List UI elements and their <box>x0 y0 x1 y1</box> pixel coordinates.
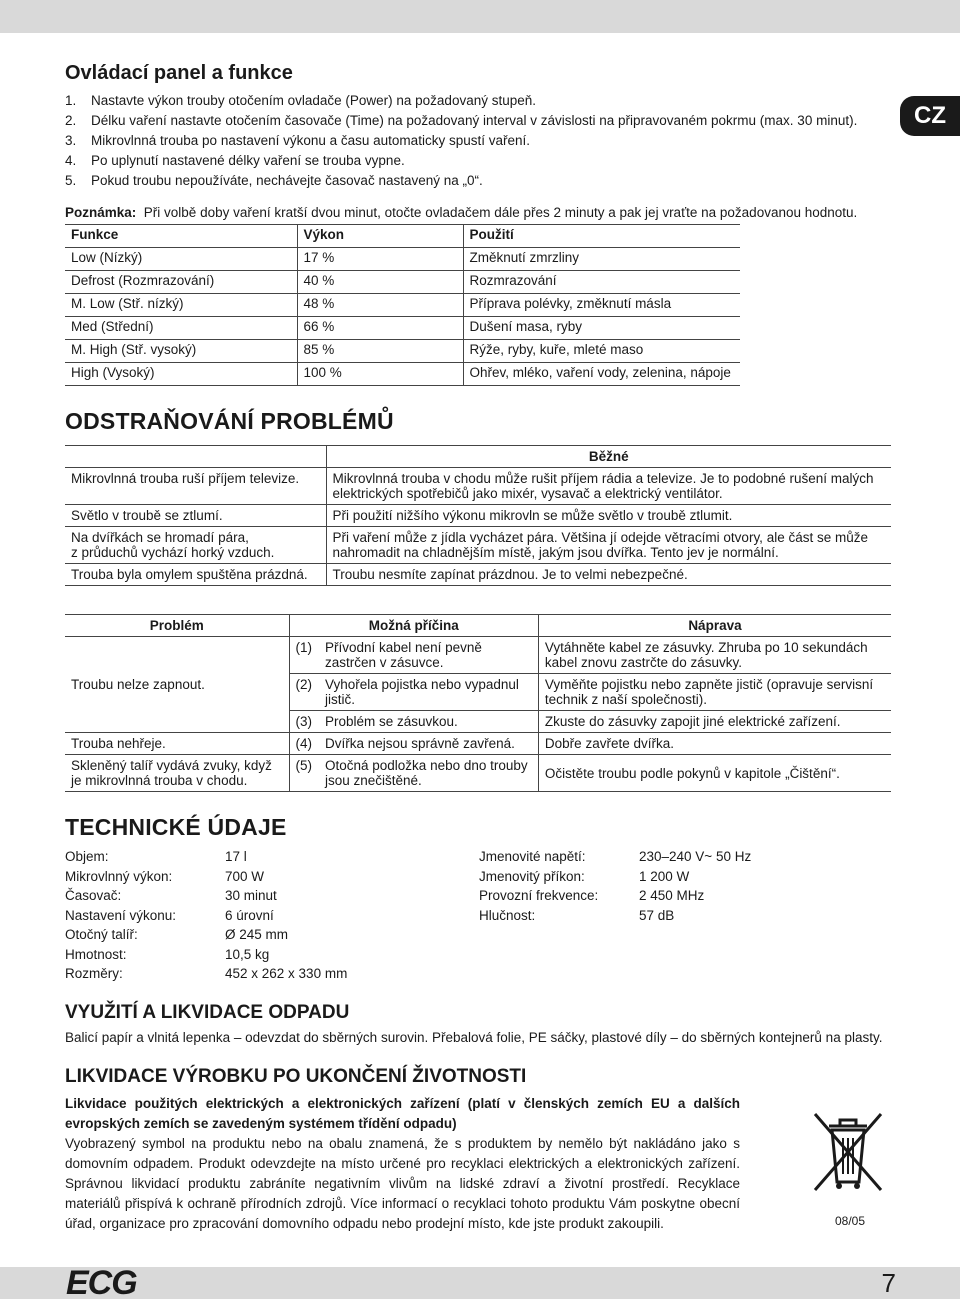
note <box>65 205 891 220</box>
table-row <box>65 294 740 317</box>
column-header: Funkce <box>65 225 297 248</box>
table-cell: Změknutí zmrzliny <box>463 248 740 271</box>
table-cell: Rozmrazování <box>463 271 740 294</box>
spec-row <box>65 867 479 887</box>
table-cell: Mikrovlnná trouba v chodu může rušit příjem rádia a televize. Je to podobné rušení malých elektrických spotřebičů jako mixér, vysavač a elektrický ventilátor. <box>326 468 891 505</box>
table-row <box>65 733 891 755</box>
spec-label: Mikrovlnný výkon: <box>65 868 173 884</box>
table-row <box>65 317 740 340</box>
table-cell: Zkuste do zásuvky zapojit jiné elektrické zařízení. <box>538 711 891 733</box>
spec-value: 230–240 V~ 50 Hz <box>639 849 752 864</box>
table-row <box>65 505 891 527</box>
column-header: Výkon <box>297 225 463 248</box>
waste-title: VYUŽITÍ A LIKVIDACE ODPADU <box>65 1001 350 1023</box>
troubleshooting-title: ODSTRAŇOVÁNÍ PROBLÉMŮ <box>65 408 394 434</box>
disposal-section <box>65 1094 891 1234</box>
table-cell: Trouba byla omylem spuštěna prázdná. <box>65 564 326 586</box>
note-label: Poznámka: <box>65 205 137 220</box>
table-cell: Otočná podložka nebo dno trouby jsou znečištěné. <box>319 755 538 792</box>
table-cell: Očistěte troubu podle pokynů v kapitole „Čištění“. <box>538 755 891 792</box>
spec-label: Hlučnost: <box>479 907 536 923</box>
table-header-row <box>65 615 891 637</box>
step-text: Po uplynutí nastavené délky vaření se trouba vypne. <box>91 153 405 168</box>
spec-value: 2 450 MHz <box>639 888 705 903</box>
column-header: Běžné <box>326 446 891 468</box>
disposal-code: 08/05 <box>835 1213 866 1228</box>
spec-value: 1 200 W <box>639 868 690 884</box>
table-cell: Mikrovlnná trouba ruší příjem televize. <box>65 468 326 505</box>
table-header-row <box>65 225 740 248</box>
table-cell: Na dvířkách se hromadí pára, z průduchů vychází horký vzduch. <box>65 527 326 564</box>
disposal-heading: Likvidace použitých elektrických a elektronických zařízení (platí v členských zemích EU a dalších evropských zemích se zavedeným systémem třídění odpadu) <box>65 1095 740 1131</box>
table-row <box>65 527 891 564</box>
spec-value: 30 minut <box>225 888 277 903</box>
table-cell: 17 % <box>297 248 463 271</box>
step-number: 5. <box>65 173 77 188</box>
spec-value: 17 l <box>225 849 247 864</box>
table-header-row <box>65 446 891 468</box>
table-row <box>65 340 740 363</box>
table-cell: 85 % <box>297 340 463 363</box>
spec-value: Ø 245 mm <box>225 927 289 942</box>
crossed-bin-icon <box>807 1108 889 1196</box>
spec-label: Nastavení výkonu: <box>65 907 177 923</box>
note-text: Při volbě doby vaření kratší dvou minut, otočte ovladačem dále přes 2 minuty a pak jej vraťte na požadovanou hodnotu. <box>143 205 858 220</box>
table-row <box>65 755 891 792</box>
list-item <box>65 111 891 131</box>
disposal-text: Vyobrazený symbol na produktu nebo na obalu znamená, že s produktem by nemělo být nakládáno jako s domovním odpadem. Produkt odevzdejte na místo určené pro recyklaci elektrických a elektronických zařízení. Správnou likvidací produktu zabráníte negativním vlivům na lidské zdraví a životní prostředí. Recyklace materiálů přispívá k ochraně přírodních zdrojů. Více informací o recyklaci tohoto produktu Vám poskytne obecní úřad, organizace pro zpracování domovního odpadu nebo prodejní místo, kde jste produkt zakoupili. <box>65 1135 740 1231</box>
table-cell: 66 % <box>297 317 463 340</box>
bottom-bar <box>0 1267 960 1299</box>
table-cell: Dvířka nejsou správně zavřená. <box>319 733 538 755</box>
spec-label: Jmenovité napětí: <box>479 849 586 864</box>
table-cell: Problém se zásuvkou. <box>319 711 538 733</box>
list-item <box>65 131 891 151</box>
spec-row <box>65 886 479 906</box>
table-cell: Med (Střední) <box>65 317 297 340</box>
list-item <box>65 91 891 111</box>
column-header: Použití <box>463 225 740 248</box>
table-cell: (2) <box>289 674 319 711</box>
top-bar <box>0 0 960 33</box>
specs-title: TECHNICKÉ ÚDAJE <box>65 814 287 840</box>
table-cell: Vyměňte pojistku nebo zapněte jistič (opravuje servisní technik z naší společnosti). <box>538 674 891 711</box>
column-header <box>65 446 326 468</box>
specs-left <box>65 847 479 984</box>
table-cell: Vyhořela pojistka nebo vypadnul jistič. <box>319 674 538 711</box>
table-cell: Při vaření může z jídla vycházet pára. Většina jí odejde větracími otvory, ale část se může nahromadit na chladnějším místě, jakým jsou dvířka. Tento jev je normální. <box>326 527 891 564</box>
table-cell: Troubu nelze zapnout. <box>65 637 289 733</box>
spec-value: 452 x 262 x 330 mm <box>225 966 348 981</box>
language-badge: CZ <box>900 96 960 136</box>
spec-row <box>479 867 751 887</box>
table-cell: Přívodní kabel není pevně zastrčen v zásuvce. <box>319 637 538 674</box>
specs <box>65 847 891 984</box>
table-cell: Dušení masa, ryby <box>463 317 740 340</box>
spec-row <box>65 925 479 945</box>
spec-label: Provozní frekvence: <box>479 888 599 903</box>
page-number: 7 <box>881 1268 896 1298</box>
step-number: 2. <box>65 113 77 128</box>
spec-row <box>479 847 751 867</box>
table-cell: Low (Nízký) <box>65 248 297 271</box>
table-cell: Vytáhněte kabel ze zásuvky. Zhruba po 10 sekundách kabel znovu zastrčte do zásuvky. <box>538 637 891 674</box>
spec-label: Otočný talíř: <box>65 927 138 942</box>
table-cell: Dobře zavřete dvířka. <box>538 733 891 755</box>
column-header: Možná příčina <box>289 615 538 637</box>
repair-table <box>65 614 891 792</box>
table-cell: Ohřev, mléko, vaření vody, zelenina, nápoje <box>463 363 740 386</box>
table-cell: High (Vysoký) <box>65 363 297 386</box>
spec-label: Časovač: <box>65 888 122 903</box>
spec-value: 57 dB <box>639 907 675 923</box>
spec-value: 10,5 kg <box>225 946 270 962</box>
page-content <box>65 62 891 1234</box>
table-cell: Defrost (Rozmrazování) <box>65 271 297 294</box>
table-row <box>65 248 740 271</box>
step-number: 3. <box>65 133 77 148</box>
column-header: Problém <box>65 615 289 637</box>
table-cell: M. Low (Stř. nízký) <box>65 294 297 317</box>
spec-row <box>65 964 479 984</box>
table-row <box>65 271 740 294</box>
step-text: Mikrovlnná trouba po nastavení výkonu a času automaticky spustí vaření. <box>91 133 530 148</box>
disposal-text-block <box>65 1094 740 1234</box>
table-cell: Skleněný talíř vydává zvuky, když je mikrovlnná trouba v chodu. <box>65 755 289 792</box>
table-cell: Rýže, ryby, kuře, mleté maso <box>463 340 740 363</box>
controls-title: Ovládací panel a funkce <box>65 62 293 84</box>
spec-row <box>479 886 751 906</box>
column-header: Náprava <box>538 615 891 637</box>
step-number: 4. <box>65 153 77 168</box>
brand-logo: ECG <box>66 1264 137 1299</box>
list-item <box>65 151 891 171</box>
power-table <box>65 224 740 386</box>
troubleshooting-table <box>65 445 891 586</box>
table-cell: 48 % <box>297 294 463 317</box>
spec-value: 700 W <box>225 868 265 884</box>
table-cell: Troubu nesmíte zapínat prázdnou. Je to velmi nebezpečné. <box>326 564 891 586</box>
spec-label: Jmenovitý příkon: <box>479 868 585 884</box>
table-cell: (3) <box>289 711 319 733</box>
spec-row <box>65 945 479 965</box>
step-text: Pokud troubu nepoužíváte, nechávejte časovač nastavený na „0“. <box>91 173 483 188</box>
table-cell: (1) <box>289 637 319 674</box>
waste-text: Balicí papír a vlnitá lepenka – odevzdat do sběrných surovin. Přebalová folie, PE sáčky, plastové díly – do sběrných kontejnerů na plasty. <box>65 1029 883 1045</box>
spec-row <box>479 906 751 926</box>
step-text: Nastavte výkon trouby otočením ovladače (Power) na požadovaný stupeň. <box>91 93 536 108</box>
disposal-title: LIKVIDACE VÝROBKU PO UKONČENÍ ŽIVOTNOSTI <box>65 1065 527 1087</box>
list-item <box>65 171 891 191</box>
spec-label: Rozměry: <box>65 966 123 981</box>
step-text: Délku vaření nastavte otočením časovače (Time) na požadovaný interval v závislosti na připravovaném pokrmu (max. 30 minut). <box>91 113 858 128</box>
controls-steps <box>65 91 891 191</box>
table-cell: Při použití nižšího výkonu mikrovln se může světlo v troubě ztlumit. <box>326 505 891 527</box>
table-row <box>65 363 740 386</box>
table-row <box>65 564 891 586</box>
table-cell: 40 % <box>297 271 463 294</box>
spec-row <box>65 906 479 926</box>
spec-value: 6 úrovní <box>225 907 274 923</box>
table-cell: (4) <box>289 733 319 755</box>
table-row <box>65 637 891 674</box>
table-cell: M. High (Stř. vysoký) <box>65 340 297 363</box>
specs-right <box>479 847 751 984</box>
table-cell: (5) <box>289 755 319 792</box>
table-cell: Světlo v troubě se ztlumí. <box>65 505 326 527</box>
spec-row <box>65 847 479 867</box>
table-row <box>65 468 891 505</box>
step-number: 1. <box>65 93 77 108</box>
spec-label: Hmotnost: <box>65 946 127 962</box>
table-cell: Příprava polévky, změknutí másla <box>463 294 740 317</box>
spec-label: Objem: <box>65 849 109 864</box>
table-cell: 100 % <box>297 363 463 386</box>
table-cell: Trouba nehřeje. <box>65 733 289 755</box>
